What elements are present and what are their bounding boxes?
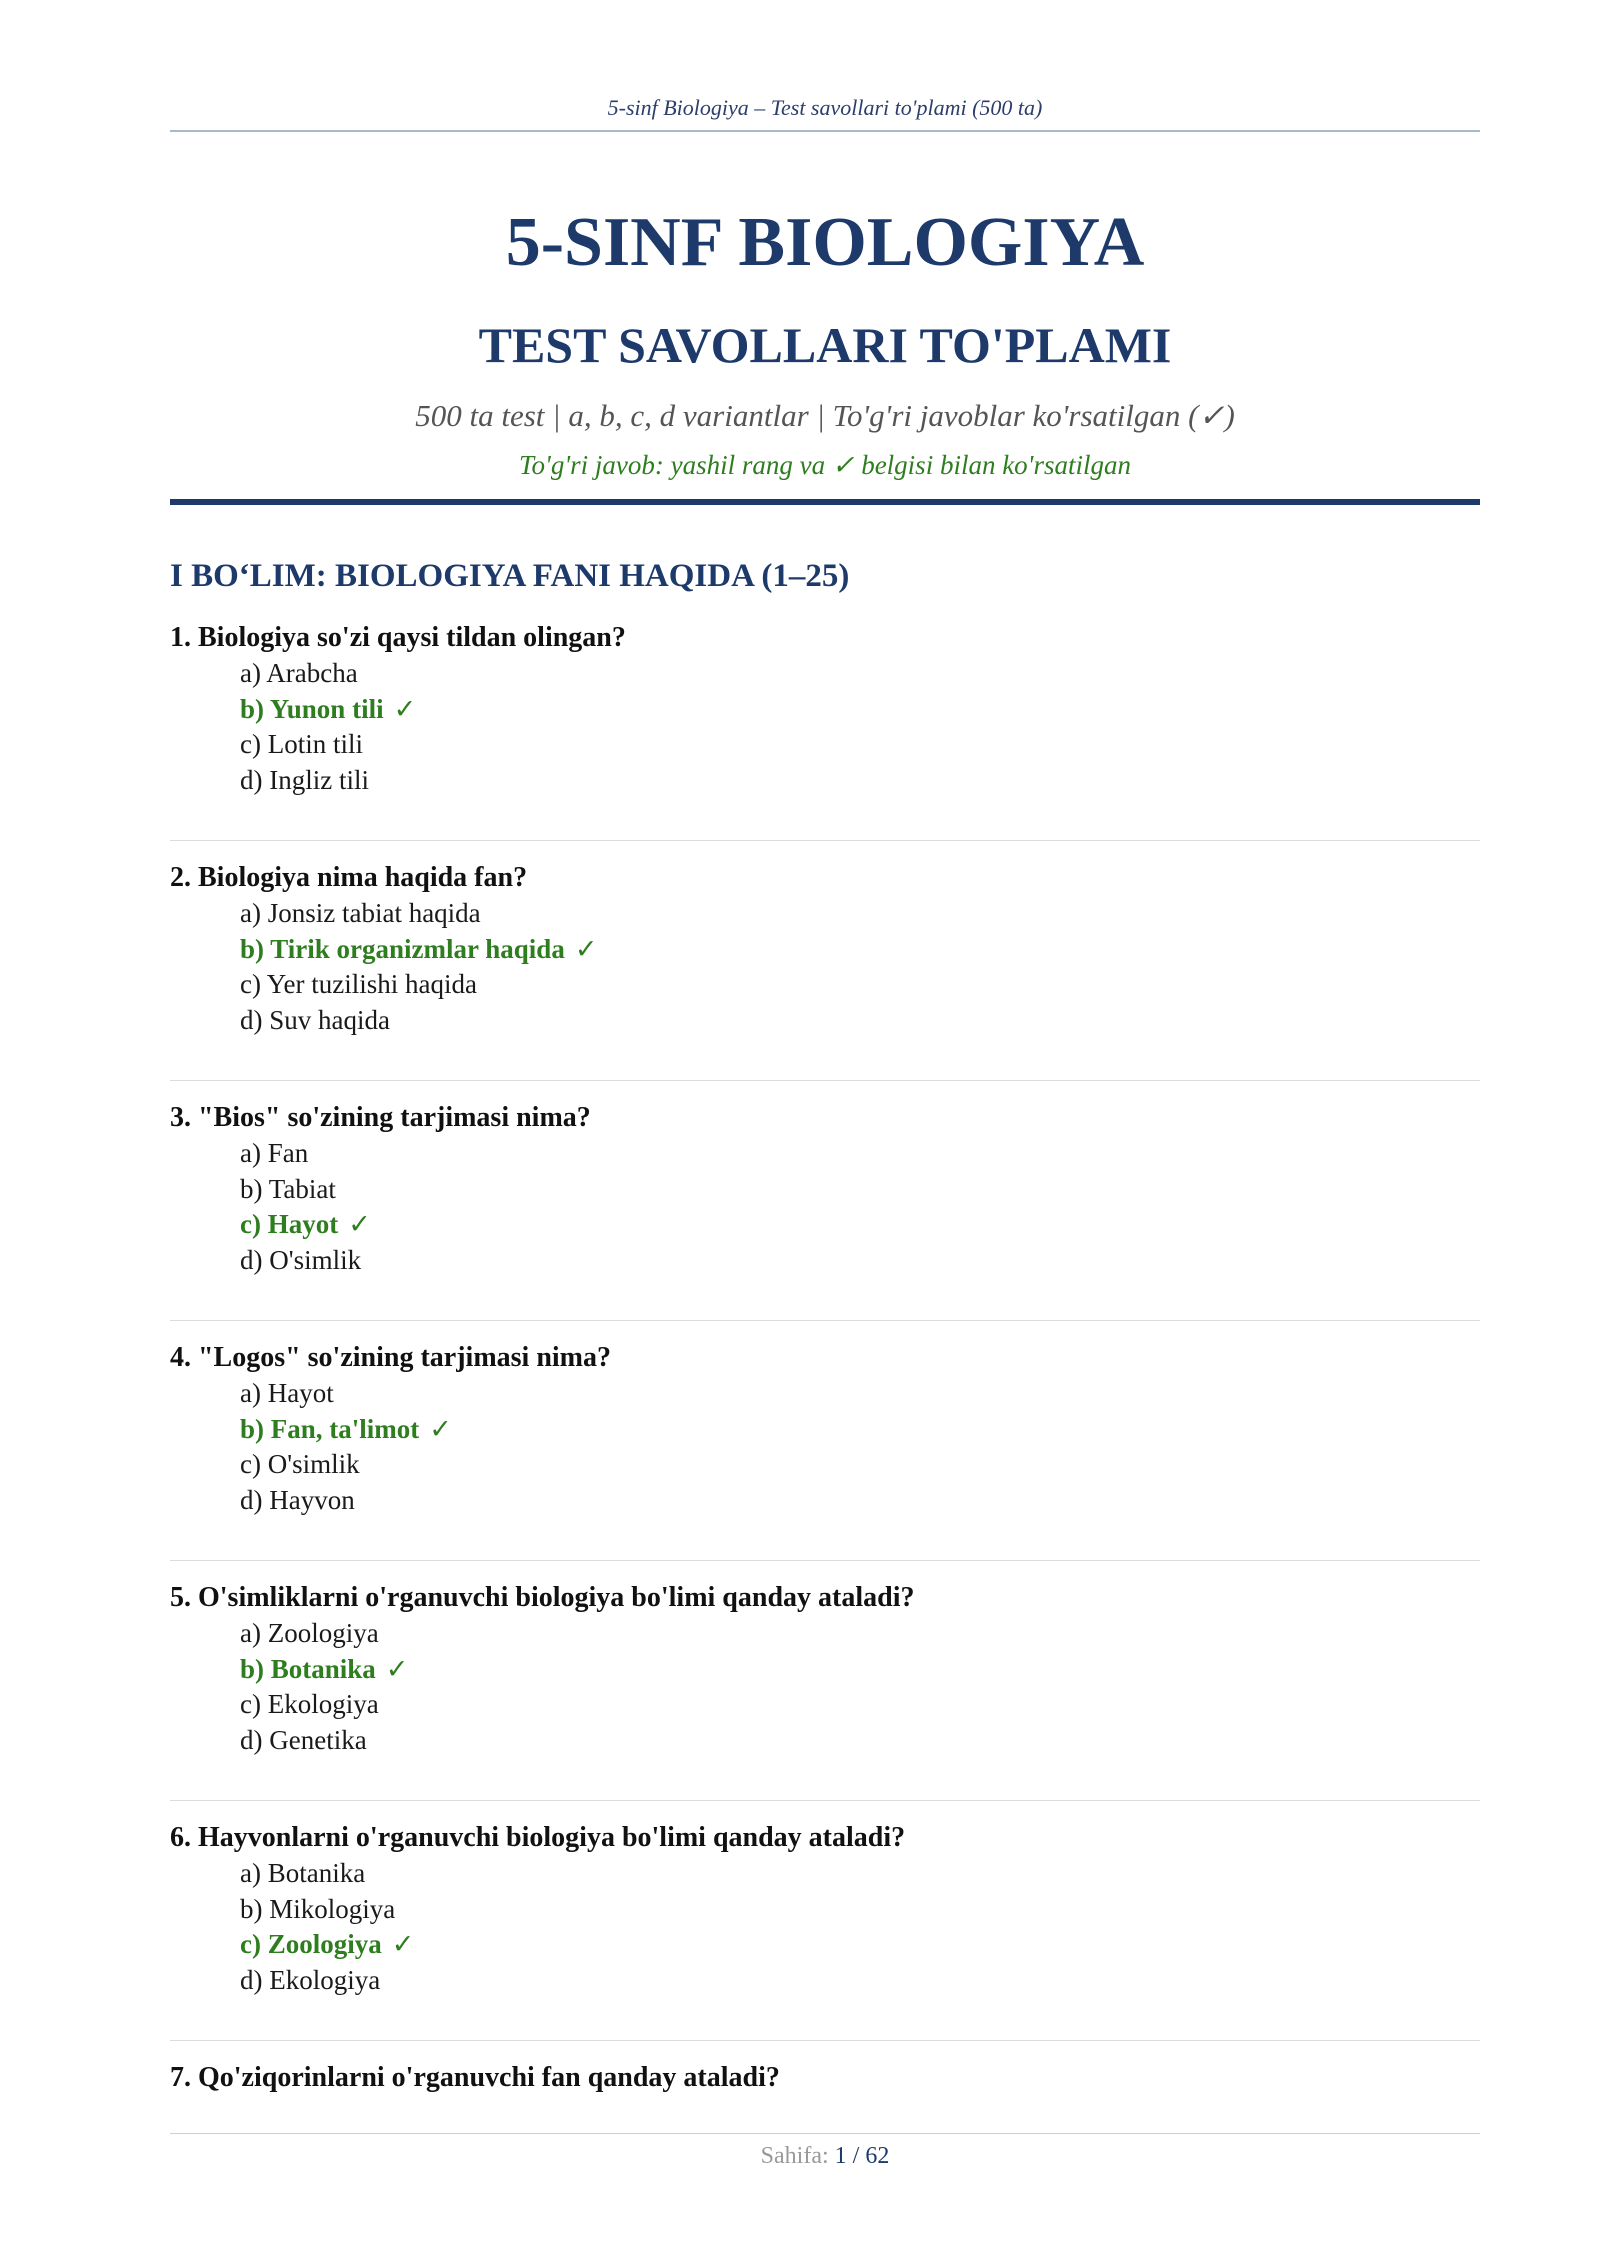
option-label: c) O'simlik [240,1449,360,1479]
checkmark-icon: ✓ [391,1929,415,1959]
answer-option [170,763,1480,799]
answer-option [170,1003,1480,1039]
title-divider [170,499,1480,505]
question-block [170,1100,1480,1278]
answer-option [170,1483,1480,1519]
option-label: d) Genetika [240,1724,367,1755]
question-separator [170,1320,1480,1321]
document-title: 5-SINF BIOLOGIYA [505,204,1145,281]
question-text: 1. Biologiya so'zi qaysi tildan olingan? [170,622,626,653]
checkmark-icon: ✓ [385,1653,409,1684]
answer-option [170,967,1480,1003]
checkmark-icon: ✓ [393,693,417,724]
correct-answer-option [170,692,1480,728]
option-label: c) Lotin tili [240,729,363,759]
option-label: b) Mikologiya [240,1893,396,1924]
question-text: 3. "Bios" so'zining tarjimasi nima? [170,1102,591,1133]
option-label: d) Hayvon [240,1484,355,1515]
option-label: b) Yunon tili [240,693,384,724]
header-divider [170,130,1480,132]
footer-divider [170,2133,1480,2134]
option-label: c) Zoologiya [240,1929,382,1959]
option-label: a) Hayot [240,1378,334,1408]
question-block [170,1340,1480,1518]
page-footer [170,2143,1480,2170]
answer-key-note: To'g'ri javob: yashil rang va ✓ belgisi bilan ko'rsatilgan [519,450,1131,480]
correct-answer-option [170,1652,1480,1688]
option-label: c) Yer tuzilishi haqida [240,969,477,999]
correct-answer-option [170,1412,1480,1448]
question-text: 2. Biologiya nima haqida fan? [170,862,528,893]
answer-option [170,1687,1480,1723]
option-label: b) Tirik organizmlar haqida [240,933,565,964]
option-label: c) Hayot [240,1209,339,1239]
document-subtitle: TEST SAVOLLARI TO'PLAMI [478,317,1172,373]
answer-option [170,1856,1480,1892]
answer-option [170,1892,1480,1928]
option-label: b) Botanika [240,1653,376,1684]
total-page-count: 62 [865,2143,890,2169]
question-block [170,2060,1480,2096]
option-label: a) Botanika [240,1858,366,1888]
correct-answer-option [170,1207,1480,1243]
option-label: d) Suv haqida [240,1004,390,1035]
option-label: b) Tabiat [240,1173,336,1204]
page-separator: / [852,2143,860,2169]
answer-option [170,1243,1480,1279]
question-block [170,1580,1480,1758]
answer-option [170,1447,1480,1483]
answer-option [170,1376,1480,1412]
section-heading: I BO‘LIM: BIOLOGIYA FANI HAQIDA (1–25) [170,558,850,594]
checkmark-icon: ✓ [574,933,598,964]
option-label: b) Fan, ta'limot [240,1413,420,1444]
option-label: a) Arabcha [240,658,358,688]
question-separator [170,2040,1480,2041]
question-separator [170,840,1480,841]
option-label: d) Ekologiya [240,1964,381,1995]
answer-option [170,1172,1480,1208]
question-block [170,1820,1480,1998]
option-label: d) Ingliz tili [240,764,369,795]
question-text: 7. Qo'ziqorinlarni o'rganuvchi fan qanday ataladi? [170,2062,780,2093]
option-label: d) O'simlik [240,1244,362,1275]
question-text: 6. Hayvonlarni o'rganuvchi biologiya bo'limi qanday ataladi? [170,1822,906,1853]
question-separator [170,1560,1480,1561]
correct-answer-option [170,1927,1480,1963]
question-text: 5. O'simliklarni o'rganuvchi biologiya bo'limi qanday ataladi? [170,1582,915,1613]
document-meta: 500 ta test | a, b, c, d variantlar | To'g'ri javoblar ko'rsatilgan (✓) [415,398,1235,433]
question-block [170,620,1480,798]
question-text: 4. "Logos" so'zining tarjimasi nima? [170,1342,611,1373]
current-page-number: 1 [834,2143,847,2169]
answer-option [170,1616,1480,1652]
running-header: 5-sinf Biologiya – Test savollari to'plami (500 ta) [607,95,1043,120]
answer-option [170,1136,1480,1172]
question-block [170,860,1480,1038]
checkmark-icon: ✓ [429,1413,452,1444]
answer-option [170,1723,1480,1759]
option-label: a) Zoologiya [240,1618,379,1648]
question-separator [170,1800,1480,1801]
answer-option [170,1963,1480,1999]
correct-answer-option [170,932,1480,968]
page-label: Sahifa: [760,2143,829,2169]
answer-option [170,656,1480,692]
option-label: c) Ekologiya [240,1689,379,1719]
checkmark-icon: ✓ [348,1209,371,1239]
answer-option [170,727,1480,763]
option-label: a) Jonsiz tabiat haqida [240,898,481,928]
option-label: a) Fan [240,1138,309,1168]
answer-option [170,896,1480,932]
question-separator [170,1080,1480,1081]
